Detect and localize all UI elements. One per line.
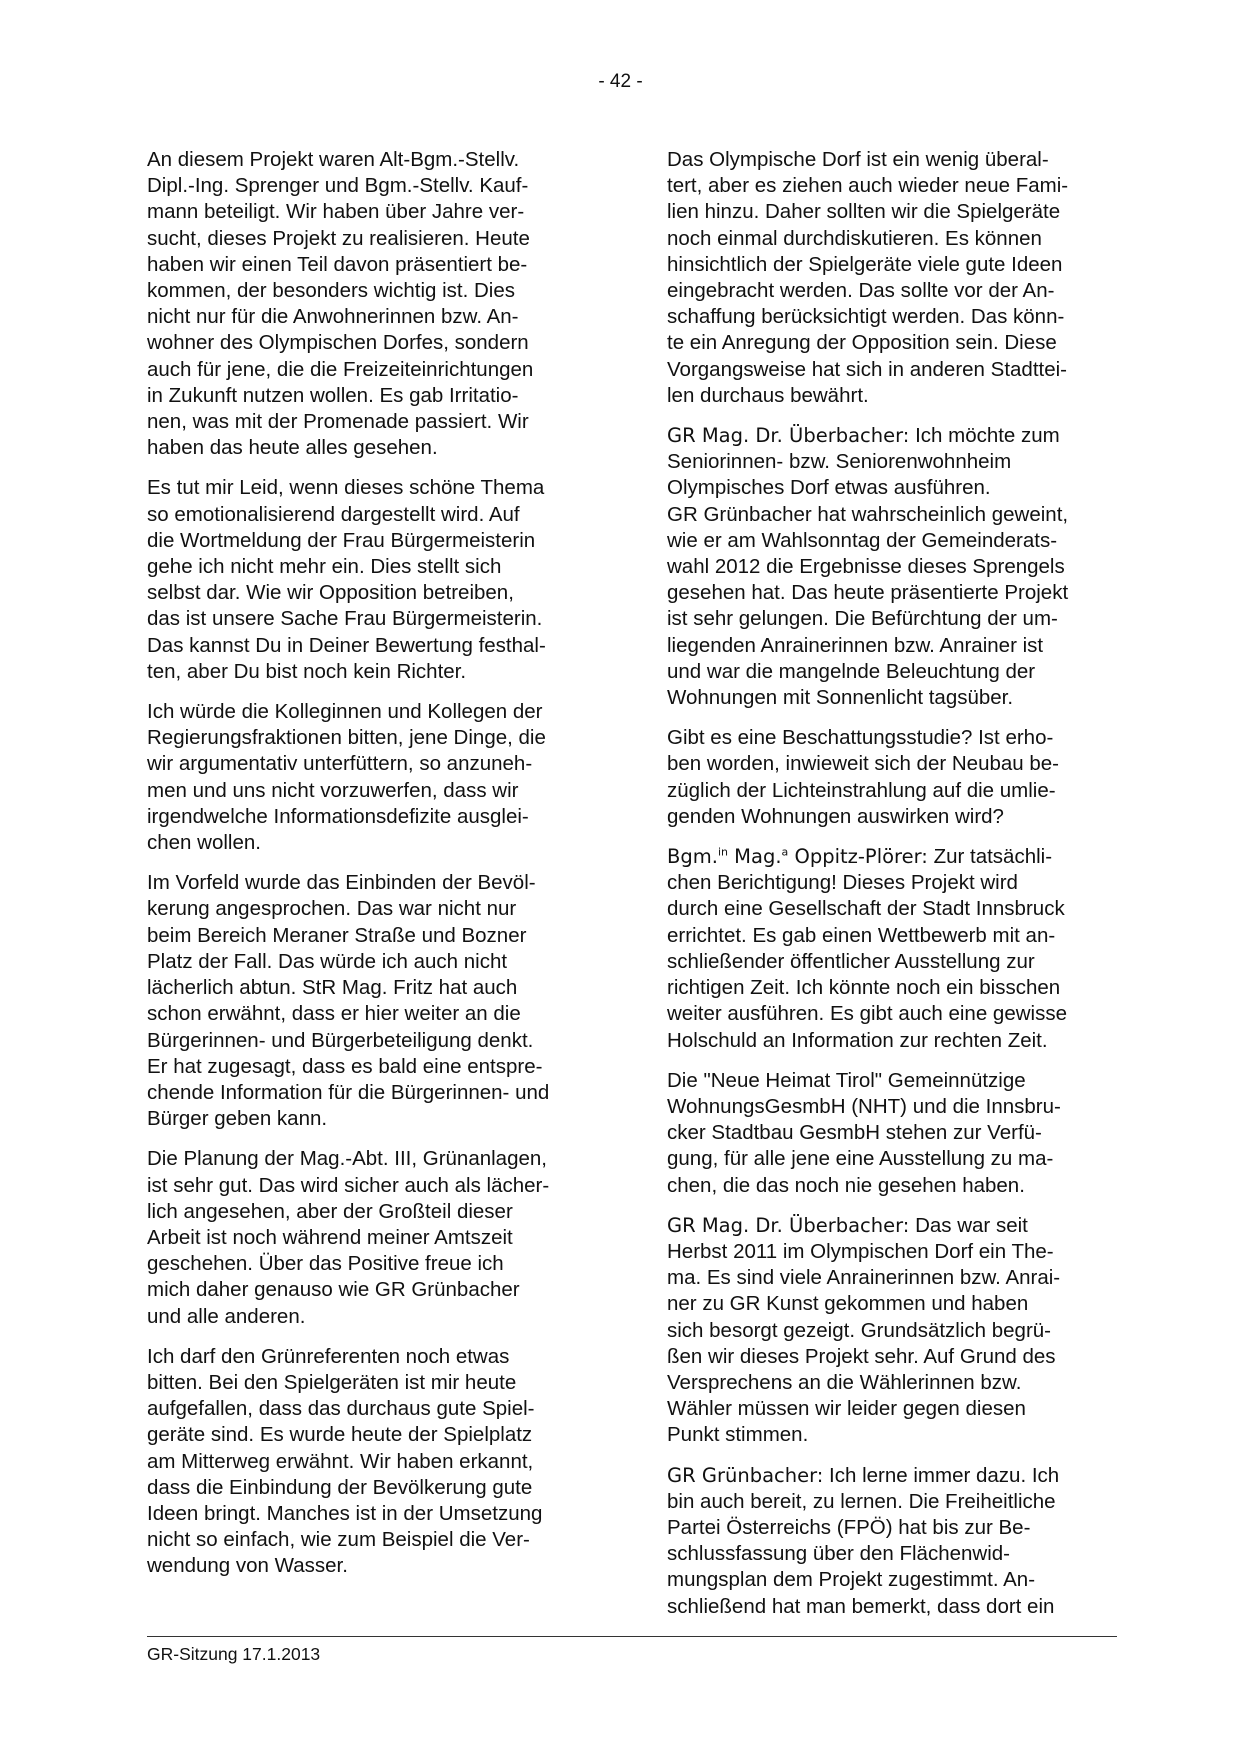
speaker-name: GR Grünbacher: bbox=[667, 1463, 824, 1487]
text-line bbox=[667, 423, 1119, 449]
paragraph bbox=[147, 147, 599, 461]
text-line: und war die mangelnde Beleuchtung der bbox=[667, 659, 1036, 683]
text-line: am Mitterweg erwähnt. Wir haben erkannt, bbox=[147, 1449, 534, 1473]
text-line: geräte sind. Es wurde heute der Spielplatz bbox=[147, 1423, 533, 1447]
text-line: GR Grünbacher hat wahrscheinlich geweint, bbox=[667, 502, 1069, 526]
text-line: eingebracht werden. Das sollte vor der An- bbox=[667, 279, 1055, 303]
text-line: Dipl.-Ing. Sprenger und Bgm.-Stellv. Kauf- bbox=[147, 174, 529, 198]
text-line bbox=[667, 1213, 1119, 1239]
text-line: in Zukunft nutzen wollen. Es gab Irritatio- bbox=[147, 383, 519, 407]
left-column bbox=[147, 147, 599, 1594]
text-line: ma. Es sind viele Anrainerinnen bzw. Anrai- bbox=[667, 1266, 1061, 1290]
speaker-name: GR Mag. Dr. Überbacher: bbox=[667, 1213, 910, 1237]
text-line: schließend hat man bemerkt, dass dort ein bbox=[667, 1594, 1055, 1618]
text-line: sucht, dieses Projekt zu realisieren. Heute bbox=[147, 226, 530, 250]
text-line: wahl 2012 die Ergebnisse dieses Sprengels bbox=[667, 555, 1065, 579]
text-line: WohnungsGesmbH (NHT) und die Innsbru- bbox=[667, 1094, 1061, 1118]
text-line: gesehen hat. Das heute präsentierte Projekt bbox=[667, 581, 1069, 605]
text-line: ner zu GR Kunst gekommen und haben bbox=[667, 1292, 1029, 1316]
text-line: durch eine Gesellschaft der Stadt Innsbruck bbox=[667, 897, 1065, 921]
speaker-name bbox=[667, 845, 928, 868]
paragraph bbox=[667, 147, 1119, 409]
text-line: Ich würde die Kolleginnen und Kollegen der bbox=[147, 700, 543, 724]
text-line: geschehen. Über das Positive freue ich bbox=[147, 1252, 504, 1276]
text-line: Bürgerinnen- und Bürgerbeteiligung denkt. bbox=[147, 1028, 534, 1052]
speech-paragraph bbox=[667, 844, 1119, 1054]
speech-paragraph bbox=[667, 1463, 1119, 1620]
text-line: genden Wohnungen auswirken wird? bbox=[667, 804, 1004, 828]
text-line: noch einmal durchdiskutieren. Es können bbox=[667, 226, 1042, 250]
text-line: aufgefallen, dass das durchaus gute Spiel- bbox=[147, 1397, 535, 1421]
text-line: kommen, der besonders wichtig ist. Dies bbox=[147, 279, 516, 303]
text-line: so emotionalisierend dargestellt wird. Auf bbox=[147, 502, 520, 526]
text-line: Er hat zugesagt, dass es bald eine entspre- bbox=[147, 1054, 543, 1078]
paragraph bbox=[147, 1146, 599, 1329]
text-line bbox=[667, 844, 1119, 870]
text-line: haben das heute alles gesehen. bbox=[147, 436, 438, 460]
speech-paragraph bbox=[667, 423, 1119, 711]
text-line: lich angesehen, aber der Großteil dieser bbox=[147, 1199, 513, 1223]
text-line: Arbeit ist noch während meiner Amtszeit bbox=[147, 1225, 513, 1249]
text-line: wendung von Wasser. bbox=[147, 1554, 348, 1578]
text-line: kerung angesprochen. Das war nicht nur bbox=[147, 897, 517, 921]
text-line: Im Vorfeld wurde das Einbinden der Bevöl- bbox=[147, 871, 536, 895]
text-line: und alle anderen. bbox=[147, 1304, 306, 1328]
text-line: gehe ich nicht mehr ein. Dies stellt sich bbox=[147, 555, 502, 579]
text-line: Gibt es eine Beschattungsstudie? Ist erho- bbox=[667, 726, 1054, 750]
text-line: Ideen bringt. Manches ist in der Umsetzung bbox=[147, 1501, 543, 1525]
text-line: richtigen Zeit. Ich könnte noch ein bisschen bbox=[667, 976, 1061, 1000]
text-line: chen, die das noch nie gesehen haben. bbox=[667, 1173, 1025, 1197]
right-column bbox=[667, 147, 1119, 1634]
text-line: Die Planung der Mag.-Abt. III, Grünanlagen, bbox=[147, 1147, 547, 1171]
paragraph bbox=[147, 475, 599, 685]
speech-text: Ich möchte zum bbox=[909, 424, 1060, 448]
text-line: Es tut mir Leid, wenn dieses schöne Thema bbox=[147, 476, 545, 500]
text-line: mungsplan dem Projekt zugestimmt. An- bbox=[667, 1568, 1036, 1592]
text-line: Die "Neue Heimat Tirol" Gemeinnützige bbox=[667, 1068, 1026, 1092]
text-line: wir argumentativ unterfüttern, so anzuneh- bbox=[147, 752, 533, 776]
text-line: ßen wir dieses Projekt sehr. Auf Grund des bbox=[667, 1344, 1056, 1368]
text-line: ist sehr gelungen. Die Befürchtung der um- bbox=[667, 607, 1058, 631]
paragraph bbox=[147, 699, 599, 856]
text-line: An diesem Projekt waren Alt-Bgm.-Stellv. bbox=[147, 148, 520, 171]
text-line: das ist unsere Sache Frau Bürgermeisterin. bbox=[147, 607, 543, 631]
text-line: Regierungsfraktionen bitten, jene Dinge, die bbox=[147, 726, 546, 750]
text-line: haben wir einen Teil davon präsentiert be- bbox=[147, 252, 528, 276]
text-line: chen Berichtigung! Dieses Projekt wird bbox=[667, 871, 1018, 895]
page-number: - 42 - bbox=[598, 71, 643, 92]
text-line: chen wollen. bbox=[147, 831, 261, 855]
text-line: tert, aber es ziehen auch wieder neue Fami- bbox=[667, 174, 1069, 198]
speech-text: Ich lerne immer dazu. Ich bbox=[823, 1463, 1060, 1487]
text-line: Herbst 2011 im Olympischen Dorf ein The- bbox=[667, 1239, 1054, 1263]
speaker-surname: Oppitz-Plörer: bbox=[788, 845, 928, 869]
text-line: Olympisches Dorf etwas ausführen. bbox=[667, 476, 991, 500]
text-line: Punkt stimmen. bbox=[667, 1423, 809, 1447]
text-line: züglich der Lichteinstrahlung auf die umlie- bbox=[667, 778, 1056, 802]
text-line: bin auch bereit, zu lernen. Die Freiheitliche bbox=[667, 1489, 1056, 1513]
text-line: irgendwelche Informationsdefizite ausglei- bbox=[147, 804, 529, 828]
text-line: selbst dar. Wie wir Opposition betreiben, bbox=[147, 581, 514, 605]
text-line: sich besorgt gezeigt. Grundsätzlich begrü- bbox=[667, 1318, 1052, 1342]
text-line: mich daher genauso wie GR Grünbacher bbox=[147, 1278, 520, 1302]
text-line: cker Stadtbau GesmbH stehen zur Verfü- bbox=[667, 1121, 1042, 1145]
text-line: Bürger geben kann. bbox=[147, 1107, 328, 1131]
text-line: Ich darf den Grünreferenten noch etwas bbox=[147, 1344, 510, 1368]
text-line: schließender öffentlicher Ausstellung zur bbox=[667, 949, 1035, 973]
text-line: bitten. Bei den Spielgeräten ist mir heute bbox=[147, 1370, 517, 1394]
speech-text: Zur tatsächli- bbox=[927, 845, 1053, 869]
text-line: lächerlich abtun. StR Mag. Fritz hat auch bbox=[147, 976, 518, 1000]
text-line: chende Information für die Bürgerinnen- und bbox=[147, 1080, 550, 1104]
text-line: wohner des Olympischen Dorfes, sondern bbox=[147, 331, 529, 355]
text-line: schlussfassung über den Flächenwid- bbox=[667, 1542, 1010, 1566]
text-line: nen, was mit der Promenade passiert. Wir bbox=[147, 410, 529, 434]
text-line: wie er am Wahlsonntag der Gemeinderats- bbox=[667, 528, 1058, 552]
text-line: ben worden, inwieweit sich der Neubau be- bbox=[667, 752, 1060, 776]
speaker-title: Mag. bbox=[727, 845, 782, 869]
text-line: nicht nur für die Anwohnerinnen bzw. An- bbox=[147, 305, 519, 329]
text-line: liegenden Anrainerinnen bzw. Anrainer ist bbox=[667, 633, 1044, 657]
text-line: weiter ausführen. Es gibt auch eine gewisse bbox=[667, 1002, 1067, 1026]
text-line: Partei Österreichs (FPÖ) hat bis zur Be- bbox=[667, 1515, 1031, 1539]
footer-session-date: GR-Sitzung 17.1.2013 bbox=[147, 1644, 321, 1664]
text-line: nicht so einfach, wie zum Beispiel die Ver- bbox=[147, 1528, 530, 1552]
text-line: errichtet. Es gab einen Wettbewerb mit an- bbox=[667, 923, 1056, 947]
text-line: Platz der Fall. Das würde ich auch nicht bbox=[147, 949, 508, 973]
text-line: Holschuld an Information zur rechten Zeit. bbox=[667, 1028, 1048, 1052]
text-line: hinsichtlich der Spielgeräte viele gute Ideen bbox=[667, 252, 1063, 276]
speech-text: Das war seit bbox=[909, 1213, 1028, 1237]
text-line: Das kannst Du in Deiner Bewertung festhal- bbox=[147, 633, 546, 657]
text-line: ten, aber Du bist noch kein Richter. bbox=[147, 659, 467, 683]
text-line: Vorgangsweise hat sich in anderen Stadttei- bbox=[667, 357, 1068, 381]
text-line: schaffung berücksichtigt werden. Das könn- bbox=[667, 305, 1065, 329]
text-line: len durchaus bewährt. bbox=[667, 383, 869, 407]
paragraph bbox=[667, 1068, 1119, 1199]
text-line bbox=[667, 1463, 1119, 1489]
paragraph bbox=[147, 1344, 599, 1580]
text-line: die Wortmeldung der Frau Bürgermeisterin bbox=[147, 528, 536, 552]
paragraph bbox=[667, 725, 1119, 830]
text-line: men und uns nicht vorzuwerfen, dass wir bbox=[147, 778, 519, 802]
text-line: te ein Anregung der Opposition sein. Diese bbox=[667, 331, 1057, 355]
superscript: in bbox=[717, 845, 728, 859]
text-line: beim Bereich Meraner Straße und Bozner bbox=[147, 923, 527, 947]
text-line: Versprechens an die Wählerinnen bzw. bbox=[667, 1370, 1022, 1394]
text-line: Wohnungen mit Sonnenlicht tagsüber. bbox=[667, 686, 1014, 710]
superscript: a bbox=[781, 845, 789, 859]
text-line: lien hinzu. Daher sollten wir die Spielgeräte bbox=[667, 200, 1061, 224]
text-line: mann beteiligt. Wir haben über Jahre ver- bbox=[147, 200, 525, 224]
footer-divider bbox=[147, 1636, 1117, 1637]
speaker-name: GR Mag. Dr. Überbacher: bbox=[667, 424, 910, 448]
text-line: ist sehr gut. Das wird sicher auch als lächer- bbox=[147, 1173, 550, 1197]
text-line: gung, für alle jene eine Ausstellung zu ma- bbox=[667, 1147, 1054, 1171]
text-line: Das Olympische Dorf ist ein wenig überal- bbox=[667, 148, 1049, 171]
text-line: Wähler müssen wir leider gegen diesen bbox=[667, 1397, 1026, 1421]
speech-paragraph bbox=[667, 1213, 1119, 1449]
text-line: Seniorinnen- bzw. Seniorenwohnheim bbox=[667, 450, 1012, 474]
speaker-title: Bgm. bbox=[667, 845, 718, 869]
text-line: schon erwähnt, dass er hier weiter an die bbox=[147, 1002, 521, 1026]
paragraph bbox=[147, 870, 599, 1132]
text-line: dass die Einbindung der Bevölkerung gute bbox=[147, 1475, 533, 1499]
text-line: auch für jene, die die Freizeiteinrichtungen bbox=[147, 357, 534, 381]
